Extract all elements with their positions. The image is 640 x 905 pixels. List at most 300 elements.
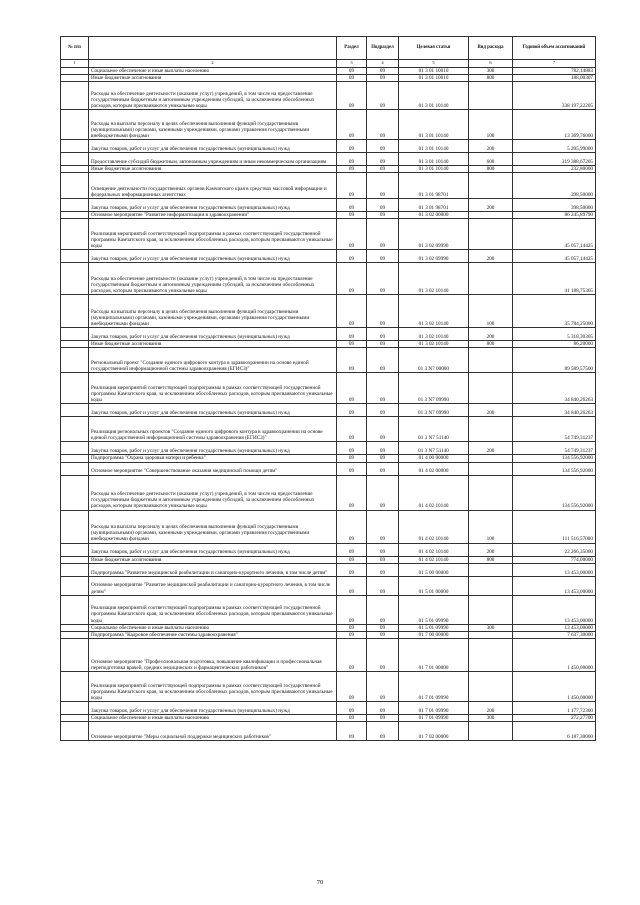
row-amount-cell: 272,27700 [513, 714, 596, 721]
row-podrazdel-cell: 09 [367, 442, 399, 455]
row-name-cell: Иные бюджетные ассигнования [89, 166, 337, 173]
row-target-article-cell: 01 3 01 98701 [399, 199, 469, 212]
table-row [61, 82, 596, 110]
row-name-cell: Социальное обеспечение и иные выплаты населению [89, 624, 337, 631]
row-razdel-cell: 09 [337, 462, 367, 475]
row-razdel-cell: 09 [337, 153, 367, 166]
column-number: 2 [89, 60, 337, 68]
row-target-article-cell: 01 7 02 00000 [399, 721, 469, 740]
row-number-cell [61, 153, 89, 166]
row-expense-type-cell: 200 [469, 199, 513, 212]
row-expense-type-cell: 200 [469, 543, 513, 556]
row-razdel-cell: 09 [337, 475, 367, 510]
row-target-article-cell: 01 3 02 10140 [399, 263, 469, 295]
row-target-article-cell: 01 3 01 98701 [399, 173, 469, 199]
row-number-cell [61, 624, 89, 631]
row-razdel-cell: 09 [337, 417, 367, 442]
row-podrazdel-cell: 09 [367, 250, 399, 263]
header-annual-amount: Годовой объем ассигнований [513, 37, 596, 60]
row-razdel-cell: 09 [337, 543, 367, 556]
row-name-cell: Расходы на выплаты персоналу в целях обеспечения выполнения функций государственными (муниципальными) органами, казенными учреждениями, органами управления государственными внебюджетными фондами [89, 295, 337, 328]
table-row [61, 543, 596, 556]
row-name-cell: Закупка товаров, работ и услуг для обеспечения государственных (муниципальных) нужд [89, 250, 337, 263]
table-row [61, 714, 596, 721]
row-podrazdel-cell: 09 [367, 404, 399, 417]
row-target-article-cell: 01 5 00 00000 [399, 563, 469, 576]
row-name-cell: Иные бюджетные ассигнования [89, 341, 337, 348]
row-expense-type-cell [469, 576, 513, 595]
row-target-article-cell: 01 3 02 00000 [399, 212, 469, 219]
row-expense-type-cell: 300 [469, 714, 513, 721]
row-razdel-cell: 09 [337, 110, 367, 140]
row-amount-cell: 13 369,76000 [513, 110, 596, 140]
row-target-article-cell: 01 3 01 10140 [399, 110, 469, 140]
row-expense-type-cell: 200 [469, 328, 513, 341]
row-number-cell [61, 110, 89, 140]
table-row [61, 638, 596, 671]
row-target-article-cell: 01 5 01 09990 [399, 624, 469, 631]
row-podrazdel-cell: 09 [367, 263, 399, 295]
table-row [61, 404, 596, 417]
row-target-article-cell: 01 3 02 09990 [399, 250, 469, 263]
row-number-cell [61, 510, 89, 543]
table-row [61, 510, 596, 543]
row-amount-cell: 134 556,92000 [513, 475, 596, 510]
table-row [61, 442, 596, 455]
row-podrazdel-cell: 09 [367, 543, 399, 556]
row-target-article-cell: 01 3 N7 09990 [399, 373, 469, 404]
row-expense-type-cell [469, 212, 513, 219]
table-row [61, 556, 596, 563]
row-podrazdel-cell: 09 [367, 82, 399, 110]
table-row [61, 348, 596, 373]
row-razdel-cell: 09 [337, 199, 367, 212]
row-podrazdel-cell: 09 [367, 714, 399, 721]
row-expense-type-cell [469, 373, 513, 404]
row-number-cell [61, 373, 89, 404]
row-podrazdel-cell: 09 [367, 638, 399, 671]
table-row [61, 166, 596, 173]
row-amount-cell: 5 205,99000 [513, 140, 596, 153]
row-number-cell [61, 543, 89, 556]
row-target-article-cell: 01 4 02 00000 [399, 462, 469, 475]
row-expense-type-cell [469, 455, 513, 462]
row-name-cell: Социальное обеспечение и иные выплаты населению [89, 68, 337, 75]
row-razdel-cell: 09 [337, 631, 367, 638]
row-expense-type-cell [469, 475, 513, 510]
row-podrazdel-cell: 09 [367, 295, 399, 328]
row-expense-type-cell [469, 462, 513, 475]
row-number-cell [61, 348, 89, 373]
row-razdel-cell: 09 [337, 404, 367, 417]
row-number-cell [61, 250, 89, 263]
row-number-cell [61, 556, 89, 563]
row-number-cell [61, 173, 89, 199]
row-expense-type-cell: 200 [469, 250, 513, 263]
row-podrazdel-cell: 09 [367, 462, 399, 475]
row-number-cell [61, 701, 89, 714]
row-name-cell: Реализация региональных проектов "Создание единого цифрового контура в здравоохранении на основе единой государственной информационной системы здравоохранения (ЕГИСЗ)" [89, 417, 337, 442]
row-target-article-cell: 01 5 01 09990 [399, 595, 469, 624]
table-row [61, 624, 596, 631]
row-name-cell: Расходы на обеспечение деятельности (оказание услуг) учреждений, в том числе на предоставление государственным бюджетным и автономным учреждениям субсидий, за исключением обособленных расходов, которым присваиваются уникальные коды [89, 263, 337, 295]
row-expense-type-cell [469, 631, 513, 638]
row-name-cell: Расходы на выплаты персоналу в целях обеспечения выполнения функций государственными (муниципальными) органами, казенными учреждениями, органами управления государственными внебюджетными фондами [89, 510, 337, 543]
row-target-article-cell: 01 5 01 00000 [399, 576, 469, 595]
table-row [61, 563, 596, 576]
row-expense-type-cell: 100 [469, 510, 513, 543]
row-razdel-cell: 09 [337, 348, 367, 373]
row-name-cell: Реализация мероприятий соответствующей подпрограммы в рамках соответствующей государственной программы Камчатского края, за исключением обособленных расходов, которым присваиваются уникальные коды [89, 373, 337, 404]
column-number: 6 [469, 60, 513, 68]
table-header-row [61, 37, 596, 60]
row-name-cell: Освещение деятельности государственных органов Камчатского края в средствах массовой информации и федеральных информационных агентствах [89, 173, 337, 199]
row-number-cell [61, 328, 89, 341]
row-podrazdel-cell: 09 [367, 373, 399, 404]
column-number: 5 [399, 60, 469, 68]
row-amount-cell: 89 589,57500 [513, 348, 596, 373]
row-expense-type-cell [469, 721, 513, 740]
column-number: 7 [513, 60, 596, 68]
row-expense-type-cell [469, 263, 513, 295]
row-razdel-cell: 09 [337, 173, 367, 199]
row-number-cell [61, 341, 89, 348]
row-name-cell: Иные бюджетные ассигнования [89, 556, 337, 563]
column-number: 1 [61, 60, 89, 68]
page-number: 70 [316, 879, 324, 886]
row-podrazdel-cell: 09 [367, 417, 399, 442]
table-row [61, 373, 596, 404]
row-name-cell: Иные бюджетные ассигнования [89, 75, 337, 82]
row-name-cell: Расходы на обеспечение деятельности (оказание услуг) учреждений, в том числе на предоставление государственным бюджетным и автономным учреждениям субсидий, за исключением обособленных расходов, которым присваиваются уникальные коды [89, 475, 337, 510]
row-razdel-cell: 09 [337, 68, 367, 75]
table-row [61, 631, 596, 638]
row-expense-type-cell: 300 [469, 68, 513, 75]
table-row [61, 341, 596, 348]
row-target-article-cell: 01 7 01 09990 [399, 701, 469, 714]
row-podrazdel-cell: 09 [367, 173, 399, 199]
row-podrazdel-cell: 09 [367, 631, 399, 638]
row-name-cell: Социальное обеспечение и иные выплаты населению [89, 714, 337, 721]
row-razdel-cell: 09 [337, 250, 367, 263]
row-target-article-cell: 01 3 N7 51140 [399, 417, 469, 442]
row-podrazdel-cell: 09 [367, 166, 399, 173]
table-row [61, 250, 596, 263]
row-amount-cell: 45 057,14425 [513, 250, 596, 263]
row-razdel-cell: 09 [337, 455, 367, 462]
row-target-article-cell: 01 3 01 10140 [399, 140, 469, 153]
row-number-cell [61, 417, 89, 442]
row-razdel-cell: 09 [337, 295, 367, 328]
row-target-article-cell: 01 7 00 00000 [399, 631, 469, 638]
row-podrazdel-cell: 09 [367, 328, 399, 341]
row-amount-cell: 6 187,30000 [513, 721, 596, 740]
row-amount-cell: 54 749,31237 [513, 417, 596, 442]
row-expense-type-cell [469, 219, 513, 250]
row-amount-cell: 5 318,30365 [513, 328, 596, 341]
header-num: № п/п [61, 37, 89, 60]
row-amount-cell: 188,00307 [513, 75, 596, 82]
row-number-cell [61, 638, 89, 671]
row-number-cell [61, 671, 89, 701]
row-name-cell: Расходы на выплаты персоналу в целях обеспечения выполнения функций государственными (муниципальными) органами, казенными учреждениями, органами управления государственными внебюджетными фондами [89, 110, 337, 140]
row-razdel-cell: 09 [337, 563, 367, 576]
row-amount-cell: 1 177,72300 [513, 701, 596, 714]
row-razdel-cell: 09 [337, 624, 367, 631]
table-row [61, 75, 596, 82]
row-number-cell [61, 219, 89, 250]
header-razdel: Раздел [337, 37, 367, 60]
row-target-article-cell: 01 3 02 10140 [399, 341, 469, 348]
row-number-cell [61, 295, 89, 328]
row-target-article-cell: 01 3 01 10010 [399, 75, 469, 82]
row-podrazdel-cell: 09 [367, 701, 399, 714]
row-amount-cell: 111 516,57000 [513, 510, 596, 543]
row-target-article-cell: 01 3 01 10140 [399, 82, 469, 110]
row-target-article-cell: 01 3 02 09990 [399, 219, 469, 250]
row-razdel-cell: 09 [337, 328, 367, 341]
row-name-cell: Закупка товаров, работ и услуг для обеспечения государственных (муниципальных) нужд [89, 199, 337, 212]
row-name-cell: Основное мероприятие "Развитие информатизации в здравоохранении" [89, 212, 337, 219]
table-row [61, 263, 596, 295]
header-expense-type: Вид расхода [469, 37, 513, 60]
table-row [61, 475, 596, 510]
row-number-cell [61, 166, 89, 173]
row-target-article-cell: 01 3 02 10140 [399, 295, 469, 328]
header-target-article: Целевая статья [399, 37, 469, 60]
row-podrazdel-cell: 09 [367, 153, 399, 166]
row-expense-type-cell: 800 [469, 166, 513, 173]
table-row [61, 721, 596, 740]
row-razdel-cell: 09 [337, 638, 367, 671]
row-podrazdel-cell: 09 [367, 595, 399, 624]
column-number-row [61, 60, 596, 68]
table-row [61, 212, 596, 219]
row-razdel-cell: 09 [337, 166, 367, 173]
row-podrazdel-cell: 09 [367, 75, 399, 82]
row-amount-cell: 45 057,14425 [513, 219, 596, 250]
row-podrazdel-cell: 09 [367, 219, 399, 250]
row-amount-cell: 86,20000 [513, 341, 596, 348]
row-expense-type-cell [469, 671, 513, 701]
row-number-cell [61, 68, 89, 75]
row-name-cell: Основное мероприятие "Совершенствование оказания медицинской помощи детям" [89, 462, 337, 475]
row-number-cell [61, 263, 89, 295]
table-row [61, 595, 596, 624]
row-podrazdel-cell: 09 [367, 563, 399, 576]
table-row [61, 199, 596, 212]
row-name-cell: Реализация мероприятий соответствующей подпрограммы в рамках соответствующей государственной программы Камчатского края, за исключением обособленных расходов, которым присваиваются уникальные коды [89, 595, 337, 624]
row-expense-type-cell [469, 82, 513, 110]
row-name-cell: Основное мероприятие "Развитие медицинской реабилитации и санаторно-курортного лечения, в том числе детям" [89, 576, 337, 595]
row-number-cell [61, 82, 89, 110]
row-razdel-cell: 09 [337, 341, 367, 348]
row-razdel-cell: 09 [337, 263, 367, 295]
row-number-cell [61, 75, 89, 82]
row-amount-cell: 35 784,25000 [513, 295, 596, 328]
row-name-cell: Расходы на обеспечение деятельности (оказание услуг) учреждений, в том числе на предоставление государственным бюджетным и автономным учреждениям субсидий, за исключением обособленных расходов, которым присваиваются уникальные коды [89, 82, 337, 110]
row-razdel-cell: 09 [337, 442, 367, 455]
row-podrazdel-cell: 09 [367, 671, 399, 701]
row-name-cell: Реализация мероприятий соответствующей подпрограммы в рамках соответствующей государственной программы Камчатского края, за исключением обособленных расходов, которым присваиваются уникальные коды [89, 219, 337, 250]
row-podrazdel-cell: 09 [367, 510, 399, 543]
row-expense-type-cell: 800 [469, 75, 513, 82]
row-target-article-cell: 01 3 N7 09990 [399, 404, 469, 417]
row-razdel-cell: 09 [337, 510, 367, 543]
row-target-article-cell: 01 7 01 09990 [399, 671, 469, 701]
row-amount-cell: 1 450,00000 [513, 671, 596, 701]
row-razdel-cell: 09 [337, 140, 367, 153]
row-podrazdel-cell: 09 [367, 721, 399, 740]
row-target-article-cell: 01 3 01 10140 [399, 153, 469, 166]
row-name-cell: Закупка товаров, работ и услуг для обеспечения государственных (муниципальных) нужд [89, 140, 337, 153]
table-row [61, 140, 596, 153]
row-expense-type-cell: 200 [469, 701, 513, 714]
row-name-cell: Реализация мероприятий соответствующей подпрограммы в рамках соответствующей государственной программы Камчатского края, за исключением обособленных расходов, которым присваиваются уникальные коды [89, 671, 337, 701]
row-name-cell: Подпрограмма "Развитие медицинской реабилитации и санаторно-курортного лечения, в том числе детям" [89, 563, 337, 576]
row-target-article-cell: 01 7 01 09990 [399, 714, 469, 721]
row-amount-cell: 13 453,00000 [513, 563, 596, 576]
row-name-cell: Предоставление субсидий бюджетным, автономным учреждениям и иным некоммерческим организациям [89, 153, 337, 166]
table-row [61, 68, 596, 75]
header-name [89, 37, 337, 60]
row-target-article-cell: 01 4 02 10140 [399, 510, 469, 543]
row-name-cell: Региональный проект "Создание единого цифрового контура в здравоохранении на основе единой государственной информационной системы здравоохранения (ЕГИСЗ)" [89, 348, 337, 373]
row-amount-cell: 7 637,30000 [513, 631, 596, 638]
row-podrazdel-cell: 09 [367, 348, 399, 373]
row-razdel-cell: 09 [337, 219, 367, 250]
row-expense-type-cell: 300 [469, 624, 513, 631]
row-number-cell [61, 595, 89, 624]
row-target-article-cell: 01 4 02 10140 [399, 475, 469, 510]
row-razdel-cell: 09 [337, 701, 367, 714]
row-name-cell: Основное мероприятие "Меры социальной поддержки медицинских работников" [89, 721, 337, 740]
row-amount-cell: 774,00000 [513, 556, 596, 563]
row-amount-cell: 41 188,75365 [513, 263, 596, 295]
row-razdel-cell: 09 [337, 75, 367, 82]
row-podrazdel-cell: 09 [367, 140, 399, 153]
table-row [61, 219, 596, 250]
row-name-cell: Закупка товаров, работ и услуг для обеспечения государственных (муниципальных) нужд [89, 404, 337, 417]
row-amount-cell: 398,50000 [513, 173, 596, 199]
row-target-article-cell: 01 4 00 00000 [399, 455, 469, 462]
row-target-article-cell: 01 4 02 10140 [399, 556, 469, 563]
row-amount-cell: 13 453,00000 [513, 624, 596, 631]
row-amount-cell: 86 245,89790 [513, 212, 596, 219]
row-target-article-cell: 01 3 02 10140 [399, 328, 469, 341]
row-expense-type-cell [469, 638, 513, 671]
row-amount-cell: 1 450,00000 [513, 638, 596, 671]
table-body [61, 68, 596, 741]
row-podrazdel-cell: 09 [367, 341, 399, 348]
row-expense-type-cell: 100 [469, 110, 513, 140]
row-number-cell [61, 475, 89, 510]
row-target-article-cell: 01 3 N7 00000 [399, 348, 469, 373]
row-number-cell [61, 404, 89, 417]
row-amount-cell: 13 453,00000 [513, 576, 596, 595]
row-expense-type-cell [469, 563, 513, 576]
budget-table [60, 36, 596, 741]
row-podrazdel-cell: 09 [367, 455, 399, 462]
row-amount-cell: 54 749,31237 [513, 442, 596, 455]
row-name-cell: Закупка товаров, работ и услуг для обеспечения государственных (муниципальных) нужд [89, 701, 337, 714]
row-number-cell [61, 442, 89, 455]
row-amount-cell: 34 840,26263 [513, 373, 596, 404]
row-amount-cell: 13 453,00000 [513, 595, 596, 624]
row-razdel-cell: 09 [337, 556, 367, 563]
row-number-cell [61, 714, 89, 721]
table-row [61, 671, 596, 701]
row-name-cell: Основное мероприятие "Профессиональная подготовка, повышение квалификации и профессиональная переподготовка врачей, средних медицинских и фармацевтических работников" [89, 638, 337, 671]
row-expense-type-cell: 800 [469, 556, 513, 563]
row-target-article-cell: 01 3 01 10010 [399, 68, 469, 75]
row-razdel-cell: 09 [337, 373, 367, 404]
row-razdel-cell: 09 [337, 82, 367, 110]
row-expense-type-cell: 100 [469, 295, 513, 328]
row-name-cell: Закупка товаров, работ и услуг для обеспечения государственных (муниципальных) нужд [89, 328, 337, 341]
row-expense-type-cell [469, 348, 513, 373]
row-amount-cell: 782,14883 [513, 68, 596, 75]
row-target-article-cell: 01 7 01 00000 [399, 638, 469, 671]
row-razdel-cell: 09 [337, 212, 367, 219]
column-number: 3 [337, 60, 367, 68]
row-podrazdel-cell: 09 [367, 68, 399, 75]
row-podrazdel-cell: 09 [367, 212, 399, 219]
row-amount-cell: 134 556,92000 [513, 462, 596, 475]
table-row [61, 576, 596, 595]
row-expense-type-cell: 600 [469, 153, 513, 166]
column-number: 4 [367, 60, 399, 68]
row-expense-type-cell [469, 173, 513, 199]
table-row [61, 153, 596, 166]
row-expense-type-cell [469, 417, 513, 442]
row-amount-cell: 22 266,35000 [513, 543, 596, 556]
row-amount-cell: 319 388,67205 [513, 153, 596, 166]
row-number-cell [61, 199, 89, 212]
row-name-cell: Подпрограмма "Кадровое обеспечение системы здравоохранения" [89, 631, 337, 638]
row-razdel-cell: 09 [337, 595, 367, 624]
row-podrazdel-cell: 09 [367, 199, 399, 212]
row-number-cell [61, 455, 89, 462]
table-row [61, 295, 596, 328]
table-row [61, 110, 596, 140]
row-number-cell [61, 576, 89, 595]
row-target-article-cell: 01 3 01 10140 [399, 166, 469, 173]
row-amount-cell: 398,50000 [513, 199, 596, 212]
table-row [61, 455, 596, 462]
header-podrazdel: Подраздел [367, 37, 399, 60]
row-expense-type-cell: 200 [469, 140, 513, 153]
row-number-cell [61, 563, 89, 576]
row-amount-cell: 34 840,26263 [513, 404, 596, 417]
row-razdel-cell: 09 [337, 714, 367, 721]
row-podrazdel-cell: 09 [367, 556, 399, 563]
row-razdel-cell: 09 [337, 576, 367, 595]
table-row [61, 328, 596, 341]
row-podrazdel-cell: 09 [367, 624, 399, 631]
row-amount-cell: 338 197,22205 [513, 82, 596, 110]
row-razdel-cell: 09 [337, 671, 367, 701]
row-number-cell [61, 212, 89, 219]
row-target-article-cell: 01 3 N7 51140 [399, 442, 469, 455]
row-amount-cell: 232,80000 [513, 166, 596, 173]
row-number-cell [61, 140, 89, 153]
row-number-cell [61, 462, 89, 475]
row-expense-type-cell: 200 [469, 404, 513, 417]
row-name-cell: Закупка товаров, работ и услуг для обеспечения государственных (муниципальных) нужд [89, 543, 337, 556]
row-name-cell: Закупка товаров, работ и услуг для обеспечения государственных (муниципальных) нужд [89, 442, 337, 455]
table-row [61, 701, 596, 714]
